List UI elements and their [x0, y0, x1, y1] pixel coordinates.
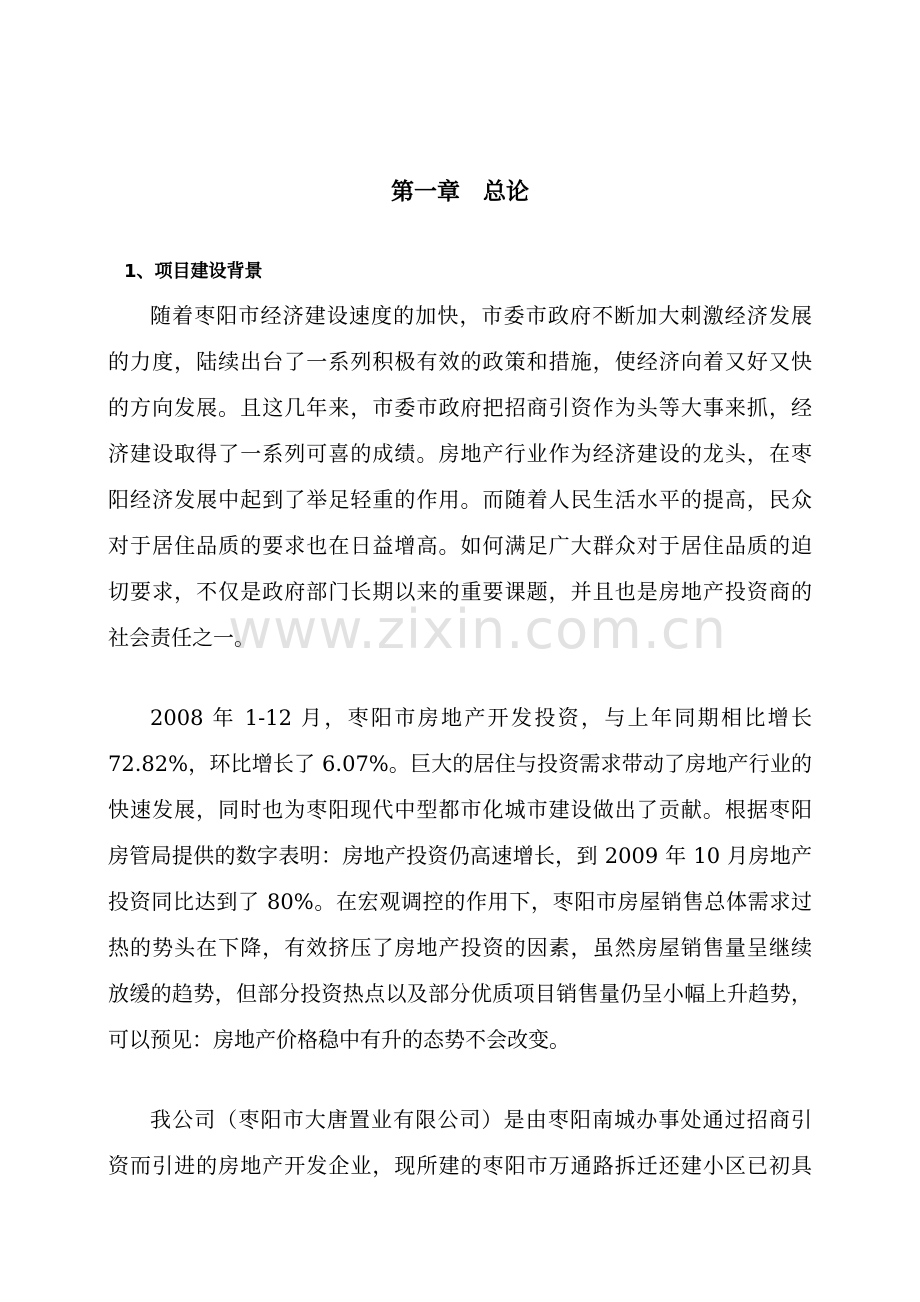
paragraph-background	[108, 293, 812, 661]
paragraph-line: 的方向发展。且这几年来，市委市政府把招商引资作为头等大事来抓，经	[108, 396, 812, 420]
paragraph-line: 房管局提供的数字表明：房地产投资仍高速增长，到 2009 年 10 月房地产	[108, 844, 812, 868]
paragraph-line: 快速发展，同时也为枣阳现代中型都市化城市建设做出了贡献。根据枣阳	[108, 798, 812, 822]
paragraph-line: 对于居住品质的要求也在日益增高。如何满足广大群众对于居住品质的迫	[108, 534, 812, 558]
paragraph-line: 我公司（枣阳市大唐置业有限公司）是由枣阳南城办事处通过招商引	[150, 1108, 812, 1132]
paragraph-investment	[108, 695, 812, 1063]
paragraph-line: 济建设取得了一系列可喜的成绩。房地产行业作为经济建设的龙头，在枣	[108, 442, 812, 466]
paragraph-line: 资而引进的房地产开发企业，现所建的枣阳市万通路拆迁还建小区已初具	[108, 1154, 812, 1178]
paragraph-line: 随着枣阳市经济建设速度的加快，市委市政府不断加大刺激经济发展	[150, 304, 812, 328]
paragraph-line: 72.82%，环比增长了 6.07%。巨大的居住与投资需求带动了房地产行业的	[108, 752, 812, 776]
chapter-title: 第一章 总论	[391, 179, 529, 205]
paragraph-line: 放缓的趋势，但部分投资热点以及部分优质项目销售量仍呈小幅上升趋势，	[108, 982, 812, 1006]
paragraph-line: 热的势头在下降，有效挤压了房地产投资的因素，虽然房屋销售量呈继续	[108, 936, 812, 960]
paragraph-line: 投资同比达到了 80%。在宏观调控的作用下，枣阳市房屋销售总体需求过	[108, 890, 812, 914]
paragraph-line: 2008 年 1-12 月，枣阳市房地产开发投资，与上年同期相比增长	[150, 706, 812, 730]
paragraph-company	[108, 1097, 812, 1189]
paragraph-line: 阳经济发展中起到了举足轻重的作用。而随着人民生活水平的提高，民众	[108, 488, 812, 512]
section-heading: 1、项目建设背景	[124, 261, 263, 282]
paragraph-line: 的力度，陆续出台了一系列积极有效的政策和措施，使经济向着又好又快	[108, 350, 812, 374]
paragraph-line: 可以预见：房地产价格稳中有升的态势不会改变。	[108, 1028, 570, 1052]
paragraph-line: 切要求，不仅是政府部门长期以来的重要课题，并且也是房地产投资商的	[108, 580, 812, 604]
paragraph-line: 社会责任之一。	[108, 626, 255, 650]
watermark: www.zixin.com.cn	[228, 598, 727, 661]
